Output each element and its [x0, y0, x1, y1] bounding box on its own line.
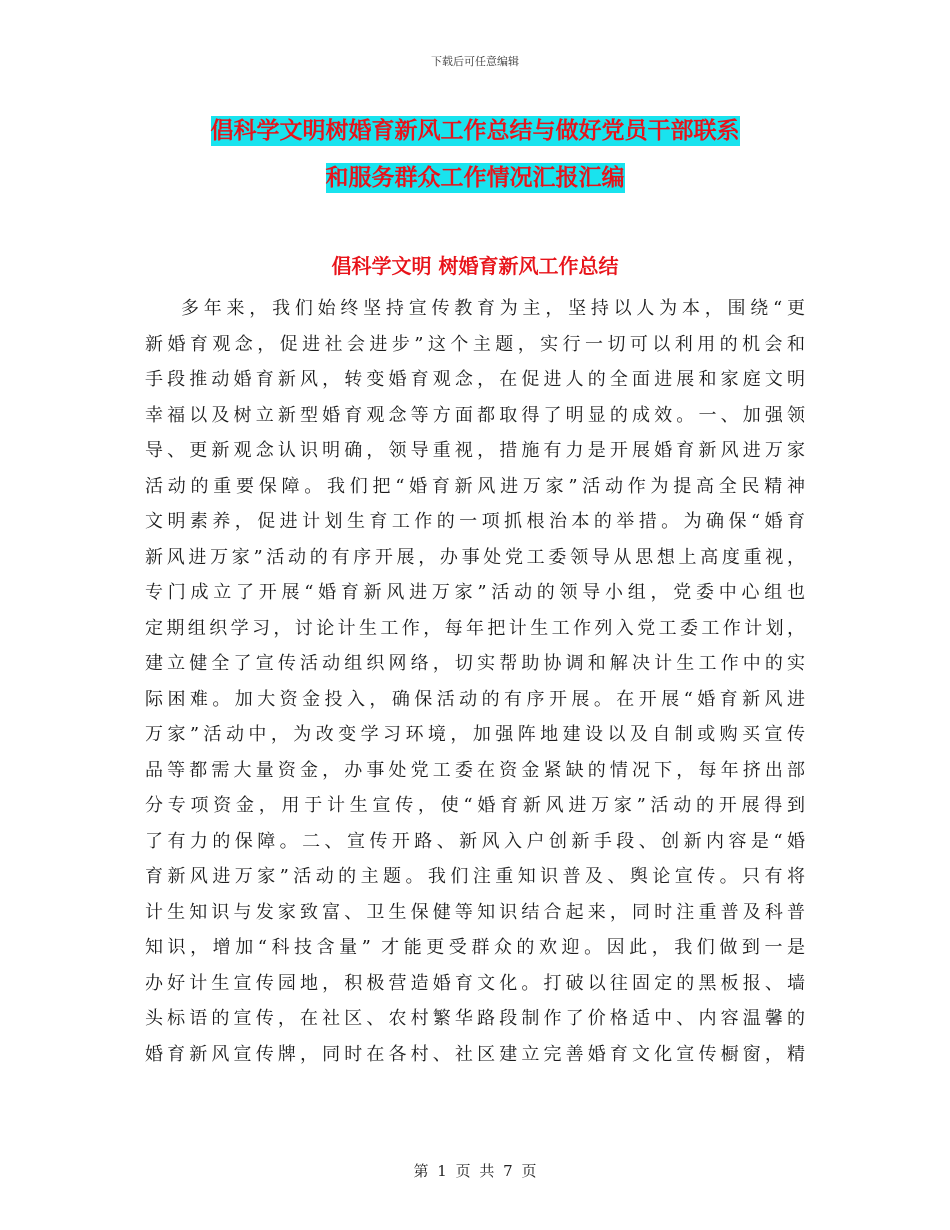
body-line: 导、更新观念认识明确，领导重视，措施有力是开展婚育新风进万家 [145, 440, 805, 461]
body-line: 活动的重要保障。我们把“婚育新风进万家”活动作为提高全民精神 [145, 475, 805, 497]
body-line: 幸福以及树立新型婚育观念等方面都取得了明显的成效。一、加强领 [145, 404, 805, 426]
body-line: 专门成立了开展“婚育新风进万家”活动的领导小组，党委中心组也 [145, 582, 805, 603]
page-footer: 第 1 页 共 7 页 [413, 1162, 537, 1180]
body-line: 了有力的保障。二、宣传开路、新风入户创新手段、创新内容是“婚 [145, 830, 805, 852]
body-line: 多年来，我们始终坚持宣传教育为主，坚持以人为本，围绕“更 [181, 298, 805, 319]
body-line: 办好计生宣传园地，积极营造婚育文化。打破以往固定的黑板报、墙 [145, 972, 805, 994]
body-line: 新风进万家”活动的有序开展，办事处党工委领导从思想上高度重视， [145, 546, 805, 568]
main-title [0, 108, 950, 202]
body-line: 手段推动婚育新风，转变婚育观念，在促进人的全面进展和家庭文明 [145, 369, 805, 390]
body-line: 际困难。加大资金投入，确保活动的有序开展。在开展“婚育新风进 [145, 688, 805, 710]
body-line: 文明素养，促进计划生育工作的一项抓根治本的举措。为确保“婚育 [145, 511, 805, 532]
body-line: 婚育新风宣传牌，同时在各村、社区建立完善婚育文化宣传橱窗，精 [145, 1043, 805, 1065]
body-line: 新婚育观念，促进社会进步”这个主题，实行一切可以利用的机会和 [145, 333, 805, 355]
body-line: 计生知识与发家致富、卫生保健等知识结合起来，同时注重普及科普 [145, 901, 805, 923]
body-line: 分专项资金，用于计生宣传，使“婚育新风进万家”活动的开展得到 [145, 795, 805, 816]
main-title-line-1: 倡科学文明树婚育新风工作总结与做好党员干部联系 [210, 118, 740, 144]
body-text [145, 291, 805, 1072]
body-line: 知识，增加“科技含量” 才能更受群众的欢迎。因此，我们做到一是 [145, 937, 805, 958]
section-title: 倡科学文明 树婚育新风工作总结 [331, 254, 619, 278]
header-note: 下载后可任意编辑 [431, 55, 519, 68]
body-line: 头标语的宣传，在社区、农村繁华路段制作了价格适中、内容温馨的 [145, 1008, 805, 1029]
body-line: 品等都需大量资金，办事处党工委在资金紧缺的情况下，每年挤出部 [145, 759, 805, 781]
body-line: 万家”活动中，为改变学习环境，加强阵地建设以及自制或购买宣传 [145, 724, 805, 745]
body-line: 定期组织学习，讨论计生工作，每年把计生工作列入党工委工作计划， [145, 617, 805, 639]
main-title-line-2: 和服务群众工作情况汇报汇编 [325, 165, 625, 191]
body-line: 育新风进万家”活动的主题。我们注重知识普及、舆论宣传。只有将 [145, 866, 805, 887]
body-line: 建立健全了宣传活动组织网络，切实帮助协调和解决计生工作中的实 [145, 653, 805, 674]
